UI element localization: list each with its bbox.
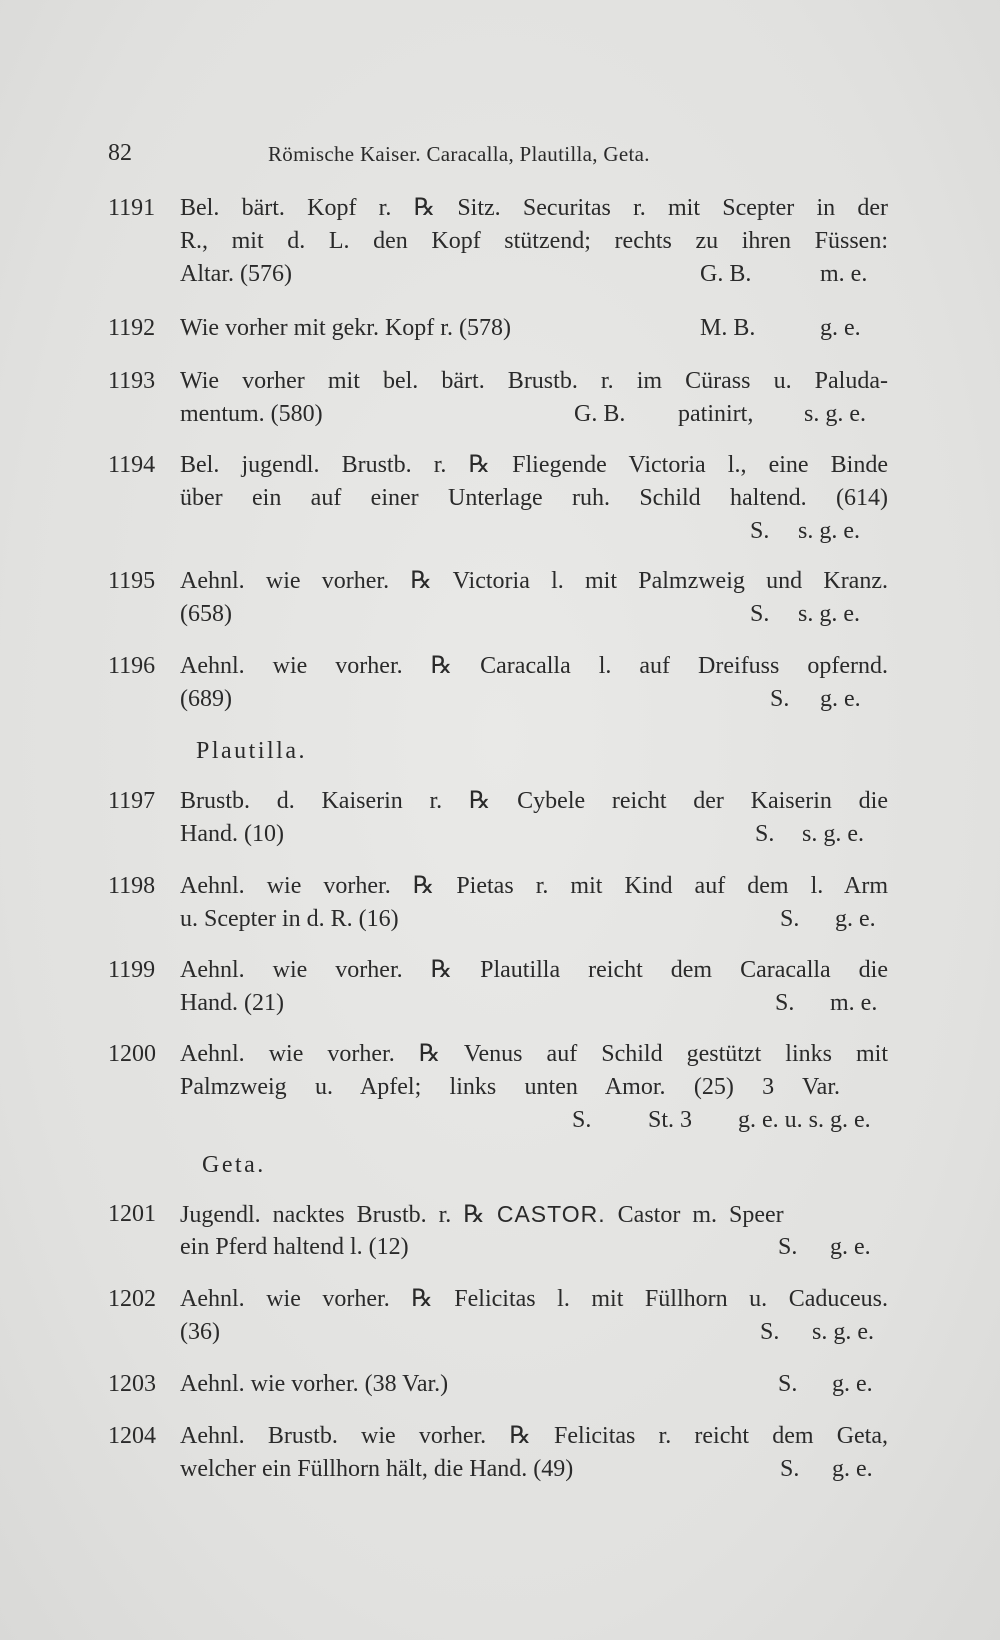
- catalog-entry: [108, 1038, 888, 1148]
- entry-body: [180, 650, 888, 716]
- entry-line: Aehnl. Brustb. wie vorher. ℞ Felicitas r. reicht dem Geta,: [180, 1423, 888, 1449]
- entry-line-text: (689): [180, 686, 232, 712]
- entry-body: [180, 449, 888, 548]
- entry-number: 1204: [108, 1423, 156, 1449]
- entry-metal: S.: [770, 686, 790, 712]
- entry-line-text: mentum. (580): [180, 401, 323, 427]
- entry-grade: s. g. e.: [802, 821, 864, 847]
- entry-line-last: [180, 1104, 888, 1137]
- entry-line: R., mit d. L. den Kopf stützend; rechts zu ihren Füssen:: [180, 228, 888, 254]
- entry-metal: G. B.: [700, 261, 752, 287]
- entry-grade: g. e.: [830, 1234, 871, 1260]
- entry-grade: s. g. e.: [804, 401, 866, 427]
- entry-line-last: [180, 398, 888, 431]
- entry-body: [180, 1038, 888, 1137]
- entry-line-last: [180, 312, 888, 345]
- catalog-entry: [108, 312, 888, 352]
- entry-number: 1200: [108, 1041, 156, 1067]
- entry-body: [180, 365, 888, 431]
- entry-body: [180, 1198, 888, 1264]
- entry-line-last: [180, 818, 888, 851]
- entry-line-last: [180, 903, 888, 936]
- catalog-entry: [108, 1420, 888, 1495]
- entry-grade: s. g. e.: [798, 518, 860, 544]
- entry-line-text: Wie vorher mit gekr. Kopf r. (578): [180, 315, 511, 341]
- entry-line-last: [180, 258, 888, 291]
- entry-body: [180, 312, 888, 345]
- entry-number: 1203: [108, 1371, 156, 1397]
- catalog-entry: [108, 565, 888, 640]
- entry-number: 1199: [108, 957, 156, 983]
- entry-line-text: Jugendl. nacktes Brustb. r. ℞ CASTOR. Castor m. Speer: [180, 1201, 784, 1228]
- entry-line: Wie vorher mit bel. bärt. Brustb. r. im Cürass u. Paluda-: [180, 368, 888, 394]
- entry-line-text: Hand. (21): [180, 990, 284, 1016]
- entry-grade: m. e.: [820, 261, 868, 287]
- entry-metal: S.: [778, 1371, 798, 1397]
- entry-metal: S.: [780, 1456, 800, 1482]
- entry-grade: g. e.: [820, 686, 861, 712]
- entry-line-last: [180, 683, 888, 716]
- entry-line: Aehnl. wie vorher. ℞ Felicitas l. mit Füllhorn u. Caduceus.: [180, 1286, 888, 1312]
- entry-number: 1191: [108, 195, 156, 221]
- entry-body: [180, 870, 888, 936]
- entry-metal: S.: [572, 1107, 592, 1133]
- entry-line-text: u. Scepter in d. R. (16): [180, 906, 399, 932]
- entry-line: Bel. jugendl. Brustb. r. ℞ Fliegende Victoria l., eine Binde: [180, 452, 888, 478]
- entry-line-last: [180, 987, 888, 1020]
- catalog-entry: [108, 1283, 888, 1358]
- catalog-entry: [108, 1198, 888, 1273]
- entry-line-text: welcher ein Füllhorn hält, die Hand. (49): [180, 1456, 574, 1482]
- entry-grade: g. e.: [820, 315, 861, 341]
- section-heading-geta: Geta.: [202, 1152, 266, 1178]
- entry-grade: g. e.: [832, 1371, 873, 1397]
- entry-body: [180, 785, 888, 851]
- entry-body: [180, 1283, 888, 1349]
- entry-number: 1201: [108, 1201, 156, 1227]
- entry-body: [180, 565, 888, 631]
- entry-body: [180, 1368, 888, 1401]
- entry-number: 1194: [108, 452, 156, 478]
- entry-metal: S.: [760, 1319, 780, 1345]
- catalog-entry: [108, 449, 888, 559]
- entry-note: patinirt,: [678, 401, 754, 427]
- entry-line-text: Aehnl. wie vorher. (38 Var.): [180, 1371, 449, 1397]
- entry-number: 1202: [108, 1286, 156, 1312]
- entry-number: 1193: [108, 368, 156, 394]
- coin-legend: CASTOR.: [496, 1201, 606, 1227]
- catalog-entry: [108, 192, 888, 302]
- entry-grade: g. e. u. s. g. e.: [738, 1107, 871, 1133]
- entry-number: 1192: [108, 315, 156, 341]
- entry-metal: S.: [778, 1234, 798, 1260]
- entry-body: [180, 1420, 888, 1486]
- page-number: 82: [108, 140, 132, 166]
- entry-line: Aehnl. wie vorher. ℞ Pietas r. mit Kind auf dem l. Arm: [180, 873, 888, 899]
- entry-line-text: (658): [180, 601, 232, 627]
- entry-line: Aehnl. wie vorher. ℞ Venus auf Schild gestützt links mit: [180, 1041, 888, 1067]
- entry-metal: S.: [755, 821, 775, 847]
- entry-line: Bel. bärt. Kopf r. ℞ Sitz. Securitas r. mit Scepter in der: [180, 195, 888, 221]
- entry-number: 1197: [108, 788, 156, 814]
- page-header: [108, 140, 728, 176]
- catalog-entry: [108, 870, 888, 945]
- entry-line: Palmzweig u. Apfel; links unten Amor. (25) 3 Var.: [180, 1074, 840, 1100]
- catalog-entry: [108, 785, 888, 860]
- catalog-entry: [108, 954, 888, 1029]
- entry-line: Aehnl. wie vorher. ℞ Plautilla reicht dem Caracalla die: [180, 957, 888, 983]
- entry-grade: g. e.: [835, 906, 876, 932]
- entry-metal: M. B.: [700, 315, 756, 341]
- entry-metal: G. B.: [574, 401, 626, 427]
- catalog-entry: [108, 365, 888, 440]
- entry-line-last: [180, 515, 888, 548]
- entry-line: [180, 1198, 888, 1231]
- entry-line-text: ein Pferd haltend l. (12): [180, 1234, 409, 1260]
- entry-line-text: Hand. (10): [180, 821, 284, 847]
- catalog-entry: [108, 1368, 888, 1408]
- section-heading-plautilla: Plautilla.: [196, 738, 307, 764]
- entry-line-text: Altar. (576): [180, 261, 292, 287]
- entry-line-last: [180, 1316, 888, 1349]
- entry-grade: g. e.: [832, 1456, 873, 1482]
- entry-number: 1196: [108, 653, 156, 679]
- running-head: Römische Kaiser. Caracalla, Plautilla, Geta.: [268, 142, 650, 166]
- entry-line: über ein auf einer Unterlage ruh. Schild haltend. (614): [180, 485, 888, 511]
- entry-line-text: (36): [180, 1319, 220, 1345]
- entry-line-last: [180, 1368, 888, 1401]
- entry-metal: S.: [775, 990, 795, 1016]
- entry-number: 1198: [108, 873, 156, 899]
- entry-metal: S.: [750, 518, 770, 544]
- entry-grade: s. g. e.: [812, 1319, 874, 1345]
- entry-body: [180, 192, 888, 291]
- entry-number: 1195: [108, 568, 156, 594]
- entry-grade: m. e.: [830, 990, 878, 1016]
- entry-line: Brustb. d. Kaiserin r. ℞ Cybele reicht der Kaiserin die: [180, 788, 888, 814]
- entry-line: Aehnl. wie vorher. ℞ Victoria l. mit Palmzweig und Kranz.: [180, 568, 888, 594]
- entry-line-last: [180, 1231, 888, 1264]
- entry-grade: s. g. e.: [798, 601, 860, 627]
- entry-specimens: St. 3: [648, 1107, 693, 1133]
- entry-metal: S.: [750, 601, 770, 627]
- entry-metal: S.: [780, 906, 800, 932]
- catalog-entry: [108, 650, 888, 725]
- entry-line: Aehnl. wie vorher. ℞ Caracalla l. auf Dreifuss opfernd.: [180, 653, 888, 679]
- entry-line-last: [180, 1453, 888, 1486]
- entry-body: [180, 954, 888, 1020]
- entry-line-last: [180, 598, 888, 631]
